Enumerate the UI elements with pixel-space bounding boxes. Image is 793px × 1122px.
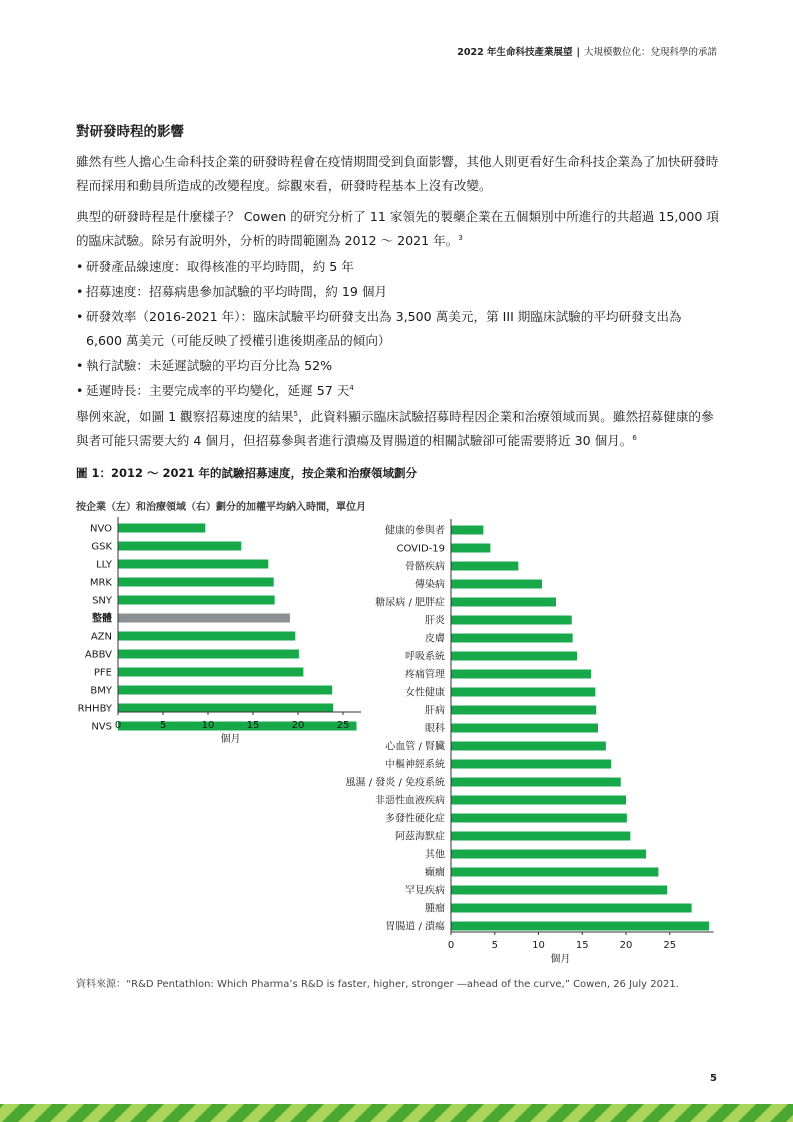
x-axis-label: 個月 bbox=[550, 954, 571, 965]
x-tick-label: 5 bbox=[491, 940, 498, 951]
bar bbox=[451, 814, 627, 823]
category-label: NVO bbox=[89, 523, 112, 535]
x-tick-label: 10 bbox=[532, 940, 545, 951]
category-label: 多發性硬化症 bbox=[385, 813, 445, 825]
category-label: PFE bbox=[93, 667, 112, 679]
category-label: 癲癇 bbox=[425, 867, 445, 879]
bullet-text: 延遲時長：主要完成率的平均變化，延遲 57 天 bbox=[86, 383, 350, 398]
footnote-ref-4[interactable]: 4 bbox=[349, 384, 354, 392]
category-label: 眼科 bbox=[425, 723, 445, 735]
header-separator: | bbox=[576, 47, 580, 58]
bullet-text: 執行試驗：未延遲試驗的平均百分比為 52% bbox=[86, 358, 333, 373]
x-tick-label: 0 bbox=[447, 940, 455, 951]
figure-title: 圖 1：2012 ～ 2021 年的試驗招募速度，按企業和治療領域劃分 bbox=[76, 466, 418, 480]
bar bbox=[451, 760, 611, 769]
x-tick-label: 10 bbox=[201, 720, 215, 731]
footnote-ref-3[interactable]: 3 bbox=[458, 234, 463, 242]
header-subtitle: 大規模數位化：兌現科學的承諾 bbox=[583, 47, 717, 58]
bullet-text: 招募速度：招募病患參加試驗的平均時間，約 19 個月 bbox=[86, 284, 388, 299]
paragraph-1: 雖然有些人擔心生命科技企業的研發時程會在疫情期間受到負面影響，其他人則更看好生命科技企業為了加快研發時程而採用和動員所造成的改變程度。綜觀來看，研發時程基本上沒有改變。 bbox=[76, 154, 719, 193]
category-label: 胃腸道 / 潰瘍 bbox=[385, 921, 445, 933]
bar bbox=[118, 704, 333, 713]
category-label: 皮膚 bbox=[425, 633, 445, 645]
category-label: COVID-19 bbox=[396, 543, 445, 555]
x-tick-label: 20 bbox=[619, 940, 633, 951]
category-label: 肝炎 bbox=[425, 615, 445, 627]
category-label: MRK bbox=[89, 577, 112, 589]
bar bbox=[451, 868, 658, 877]
bar bbox=[451, 598, 556, 607]
bar bbox=[451, 634, 573, 643]
x-tick-label: 15 bbox=[575, 940, 589, 951]
x-tick-label: 25 bbox=[336, 720, 350, 731]
bar-overall bbox=[118, 614, 290, 623]
bar bbox=[451, 526, 483, 535]
category-label: 傳染病 bbox=[415, 579, 445, 591]
bar bbox=[451, 778, 621, 787]
chart-subtitle: 按企業（左）和治療領域（右）劃分的加權平均納入時間，單位月 bbox=[76, 502, 366, 513]
bar bbox=[451, 544, 490, 553]
paragraph-3-text-a: 舉例來說，如圖 1 觀察招募速度的結果 bbox=[76, 409, 294, 424]
bar bbox=[451, 796, 626, 805]
bar bbox=[451, 886, 667, 895]
stripe-pattern bbox=[0, 1104, 793, 1122]
category-label: GSK bbox=[91, 541, 112, 553]
bar bbox=[451, 688, 595, 697]
bar bbox=[118, 524, 205, 533]
paragraph-2-text: 典型的研發時程是什麼樣子？ Cowen 的研究分析了 11 家領先的製藥企業在五個類別中所進行的共超過 15,000 項的臨床試驗。除另有說明外，分析的時間範圍為 2012 ～ 2021 年。 bbox=[76, 209, 719, 248]
category-label: 肝病 bbox=[425, 705, 445, 717]
bar bbox=[451, 724, 598, 733]
category-label: LLY bbox=[96, 559, 112, 571]
x-tick-label: 25 bbox=[663, 940, 677, 951]
bar bbox=[451, 706, 596, 715]
bar bbox=[451, 904, 692, 913]
bar bbox=[451, 850, 646, 859]
bar bbox=[451, 832, 630, 841]
category-label: 整體 bbox=[92, 613, 112, 625]
x-axis-label: 個月 bbox=[220, 734, 241, 745]
category-label: 糖尿病 / 肥胖症 bbox=[375, 597, 445, 609]
bar bbox=[118, 650, 299, 659]
category-label: 罕見疾病 bbox=[405, 885, 445, 897]
category-label: 心血管 / 腎臟 bbox=[385, 741, 445, 753]
bar bbox=[451, 742, 606, 751]
page-number: 5 bbox=[710, 1073, 717, 1084]
category-label: 骨骼疾病 bbox=[405, 561, 445, 573]
bullet-text: 研發效率（2016-2021 年）：臨床試驗平均研發支出為 3,500 萬美元，第 III 期臨床試驗的平均研發支出為 6,600 萬美元（可能反映了授權引進後期產品的傾向） bbox=[86, 309, 682, 348]
source-note: 資料來源：“R&D Pentathlon: Which Pharma’s R&D is faster, higher, stronger —ahead of the curve,” Cowen, 26 July 2021. bbox=[76, 979, 679, 990]
footnote-ref-5[interactable]: 5 bbox=[293, 410, 298, 418]
bar bbox=[451, 922, 709, 931]
category-label: 呼吸系統 bbox=[405, 651, 445, 663]
bar bbox=[118, 668, 303, 677]
category-label: SNY bbox=[92, 595, 112, 607]
category-label: 中樞神經系統 bbox=[385, 759, 445, 771]
section-title: 對研發時程的影響 bbox=[76, 124, 184, 140]
bar bbox=[451, 652, 577, 661]
category-label: 其他 bbox=[425, 849, 445, 861]
bar bbox=[118, 560, 268, 569]
bar bbox=[118, 542, 241, 551]
x-tick-label: 0 bbox=[114, 720, 122, 731]
category-label: 非惡性血液疾病 bbox=[375, 795, 445, 807]
category-label: 腫瘤 bbox=[425, 903, 445, 915]
bar bbox=[118, 686, 332, 695]
bar bbox=[118, 722, 357, 731]
decorative-stripe bbox=[0, 1104, 793, 1122]
category-label: BMY bbox=[90, 685, 112, 697]
header-title: 2022 年生命科技產業展望 bbox=[457, 47, 573, 58]
bullet-text: 研發產品線速度：取得核准的平均時間，約 5 年 bbox=[86, 259, 354, 274]
category-label: NVS bbox=[91, 721, 112, 733]
bar bbox=[118, 632, 295, 641]
x-tick-label: 20 bbox=[291, 720, 305, 731]
category-label: 女性健康 bbox=[405, 687, 445, 699]
x-tick-label: 15 bbox=[246, 720, 260, 731]
bar bbox=[451, 580, 542, 589]
category-label: 阿茲海默症 bbox=[395, 831, 445, 843]
bar bbox=[451, 670, 591, 679]
category-label: 健康的參與者 bbox=[385, 525, 445, 537]
footnote-ref-6[interactable]: 6 bbox=[632, 434, 637, 442]
bar bbox=[451, 616, 572, 625]
category-label: AZN bbox=[90, 631, 112, 643]
category-label: 風濕 / 發炎 / 免疫系統 bbox=[345, 777, 445, 789]
bar bbox=[118, 596, 275, 605]
bar bbox=[118, 578, 274, 587]
paragraph-3-text-b: ，此資料顯示臨床試驗招募時程因企業和治療領域而異。雖然招募健康的參與者可能只需要大約 4 個月，但招募參與者進行潰瘍及胃腸道的相關試驗卻可能需要將近 30 個月。 bbox=[76, 409, 714, 448]
bar bbox=[451, 562, 518, 571]
category-label: 疼痛管理 bbox=[405, 669, 445, 681]
x-tick-label: 5 bbox=[159, 720, 167, 731]
category-label: RHHBY bbox=[77, 703, 112, 715]
category-label: ABBV bbox=[84, 649, 112, 661]
